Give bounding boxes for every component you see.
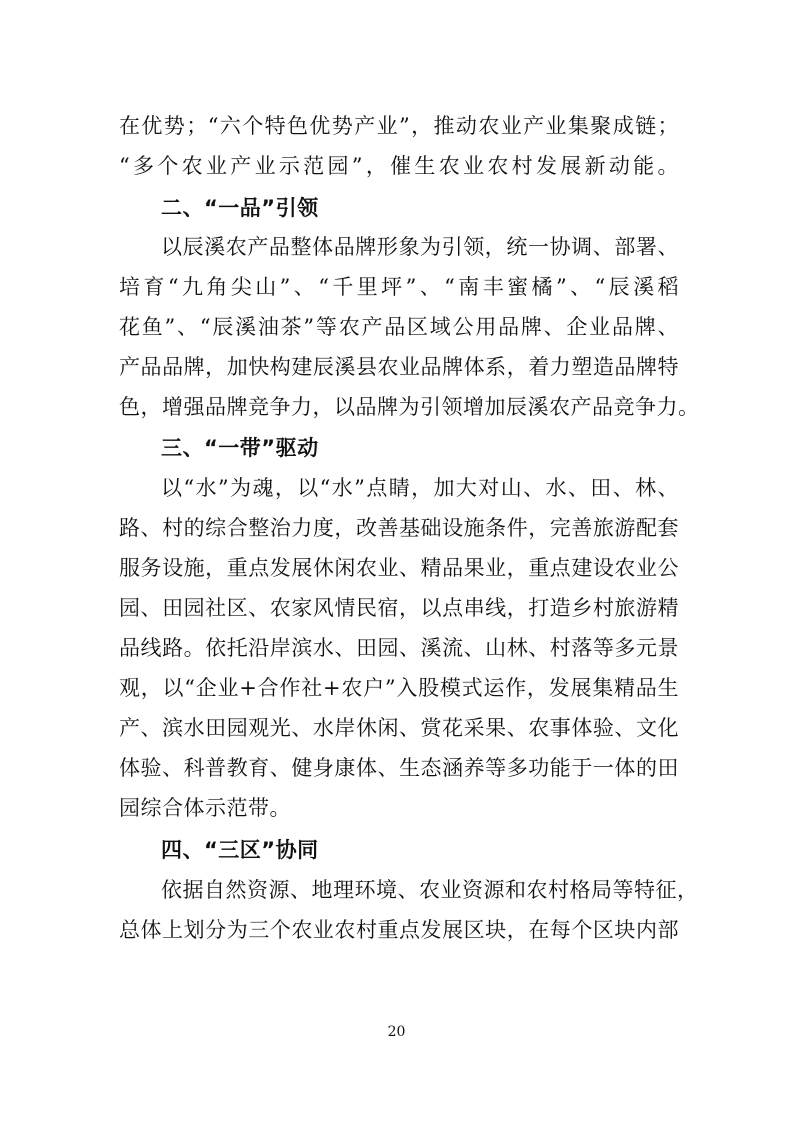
paragraph-line: 总体上划分为三个农业农村重点发展区块，在每个区块内部 <box>119 918 679 942</box>
paragraph-line: 依据自然资源、地理环境、农业资源和农村格局等特征， <box>161 878 699 902</box>
paragraph-line: 服务设施，重点发展休闲农业、精品果业，重点建设农业公 <box>119 556 679 580</box>
paragraph-line: 产、滨水田园观光、水岸休闲、赏花采果、农事体验、文化 <box>119 716 679 740</box>
paragraph-line: 花鱼”、“辰溪油茶”等农产品区域公用品牌、企业品牌、 <box>119 315 679 339</box>
paragraph-line: 品线路。依托沿岸滨水、田园、溪流、山林、村落等多元景 <box>119 636 679 660</box>
paragraph-line: 路、村的综合整治力度，改善基础设施条件，完善旅游配套 <box>119 516 679 540</box>
paragraph-line: 在优势；“六个特色优势产业”，推动农业产业集聚成链； <box>119 114 679 138</box>
paragraph-line: 园、田园社区、农家风情民宿，以点串线，打造乡村旅游精 <box>119 596 679 620</box>
paragraph-line: 园综合体示范带。 <box>119 796 291 820</box>
paragraph-line: “多个农业产业示范园”，催生农业农村发展新动能。 <box>119 154 679 178</box>
paragraph-line: 产品品牌，加快构建辰溪县农业品牌体系，着力塑造品牌特 <box>119 355 679 379</box>
section-heading-3: 三、“一带”驱动 <box>161 436 319 460</box>
paragraph-line: 体验、科普教育、健身康体、生态涵养等多功能于一体的田 <box>119 756 679 780</box>
paragraph-line: 培育“九角尖山”、“千里坪”、“南丰蜜橘”、“辰溪稻 <box>119 275 679 299</box>
page-number: 20 <box>387 1024 406 1040</box>
paragraph-line: 观，以“企业+合作社+农户”入股模式运作，发展集精品生 <box>119 676 679 700</box>
section-heading-4: 四、“三区”协同 <box>161 838 319 862</box>
section-heading-2: 二、“一品”引领 <box>161 196 319 220</box>
paragraph-line: 色，增强品牌竞争力，以品牌为引领增加辰溪农产品竞争力。 <box>119 395 700 419</box>
paragraph-line: 以辰溪农产品整体品牌形象为引领，统一协调、部署、 <box>161 235 679 259</box>
paragraph-line: 以“水”为魂，以“水”点睛，加大对山、水、田、林、 <box>161 476 679 500</box>
